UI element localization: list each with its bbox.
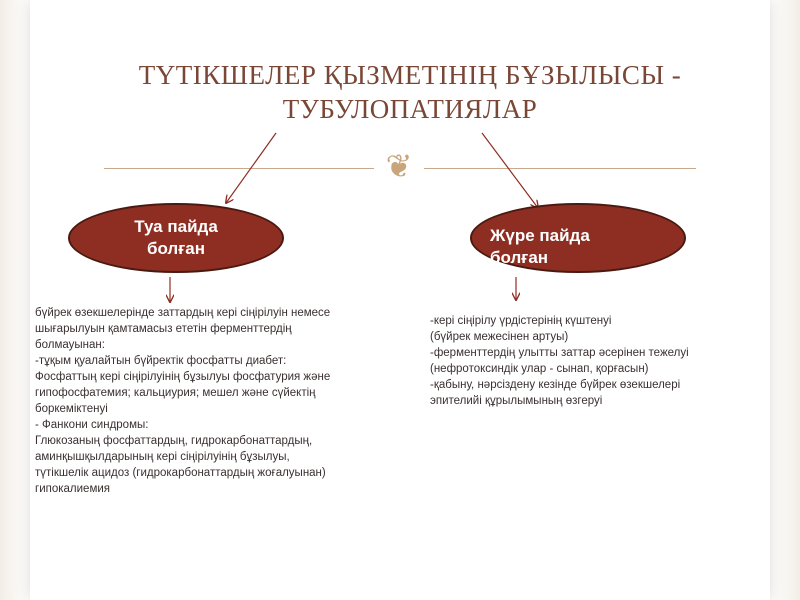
slide-title-line-2: ТУБУЛОПАТИЯЛАР	[282, 94, 538, 124]
arrow-title-to-left	[226, 133, 276, 203]
acquired-oval-label: Жүре пайда болған	[490, 226, 590, 267]
slide-title-line-1: ТҮТІКШЕЛЕР ҚЫЗМЕТІНІҢ БҰЗЫЛЫСЫ -	[138, 60, 682, 90]
ornament-icon: ❦	[385, 147, 413, 185]
acquired-oval	[470, 203, 686, 273]
congenital-oval	[68, 203, 284, 273]
acquired-description: -кері сіңірілу үрдістерінің күштенуі (бүйрек межесінен артуы) -ферменттердің улытты заттар әсерінен тежелуі (нефротоксиндік улар - сынап, қорғасын) -қабыну, нәрсіздену кезінде бүйрек өзекшелері эпителийі құрылымының өзгеруі	[430, 315, 689, 407]
congenital-oval-label: Туа пайда болған	[134, 217, 218, 258]
congenital-description: бүйрек өзекшелерінде заттардың кері сіңірілуін немесе шығарылуын қамтамасыз ететін ферменттердің болмауынан: -тұқым қуалайтын бүйректік фосфатты диабет: Фосфаттың кері сіңірілуінің бұзылуы фосфатурия және гипофосфатемия; кальциурия; мешел және сүйектің боркеміктенуі - Фанкони синдромы: Глюкозаның фосфаттардың, гидрокарбонаттардың, аминқышқылдарының кері сіңірілуінің бұзылуы, түтікшелік ацидоз (гидрокарбонаттардың жоғалуынан) гипокалиемия	[35, 307, 331, 495]
arrow-title-to-right	[482, 133, 538, 208]
